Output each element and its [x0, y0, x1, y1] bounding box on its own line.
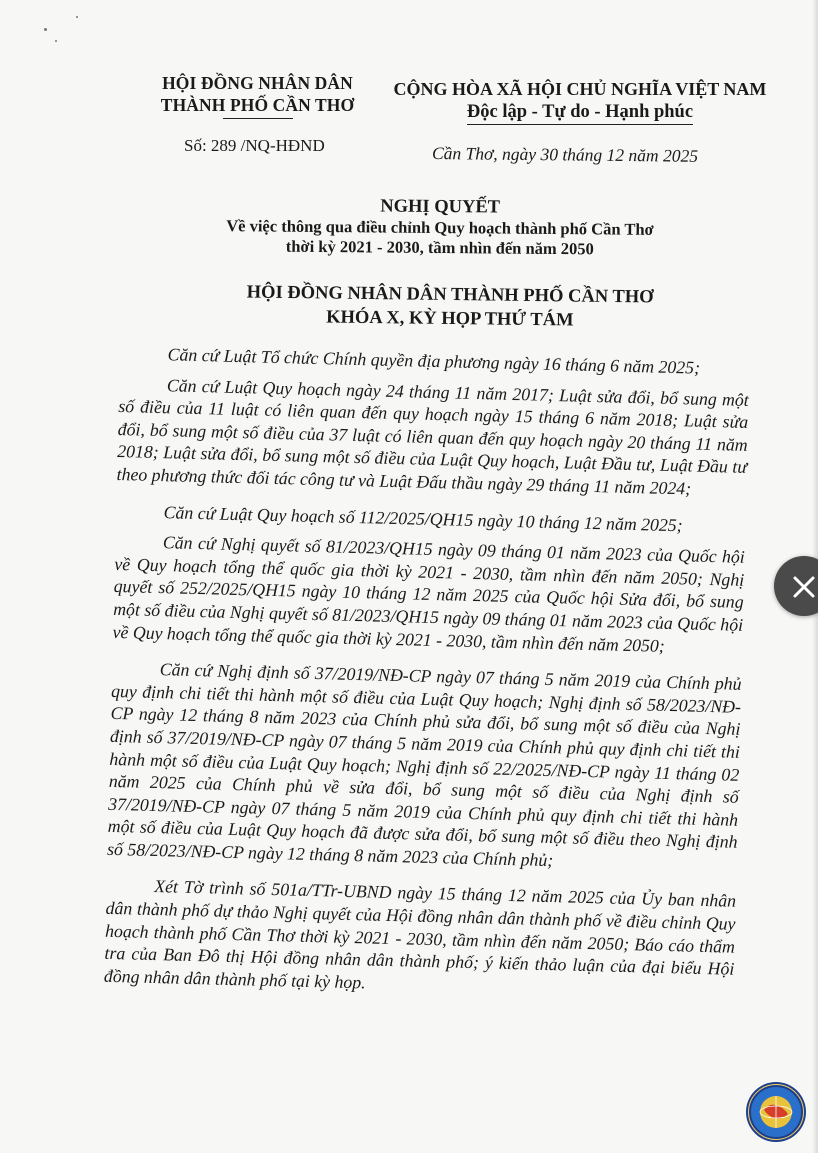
legal-basis-paragraph: Căn cứ Luật Quy hoạch ngày 24 tháng 11 năm 2017; Luật sửa đổi, bổ sung một số điều của 11 luật có liên quan đến quy hoạch ngày 15 tháng 6 năm 2018; Luật sửa đổi, bổ sung một số điều của 37 luật có liên quan đến quy hoạch ngày 20 tháng 11 năm 2018; Luật sửa đổi, bổ sung một số điều của Luật Quy hoạch, Luật Đầu tư, Luật Đầu tư theo phương thức đối tác công tư và Luật Đấu thầu ngày 29 tháng 11 năm 2024;	[116, 374, 749, 499]
place-and-date: Cần Thơ, ngày 30 tháng 12 năm 2025	[431, 143, 699, 166]
issuing-authority	[150, 72, 365, 119]
legal-basis-paragraph: Xét Tờ trình số 501a/TTr-UBND ngày 15 tháng 12 năm 2025 của Ủy ban nhân dân thành phố dự thảo Nghị quyết của Hội đồng nhân dân thành phố về điều chỉnh Quy hoạch thành phố Cần Thơ thời kỳ 2021 - 2030, tầm nhìn đến năm 2050; Báo cáo thẩm tra của Ban Đô thị Hội đồng nhân dân thành phố; ý kiến thảo luận của đại biểu Hội đồng nhân dân thành phố tại kỳ họp.	[103, 876, 737, 993]
title-subject-line1: Về việc thông qua điều chỉnh Quy hoạch thành phố Cần Thơ	[226, 216, 654, 239]
legal-basis	[103, 342, 749, 1011]
title-subject-line2: thời kỳ 2021 - 2030, tầm nhìn đến năm 2050	[285, 236, 594, 259]
national-motto: Độc lập - Tự do - Hạnh phúc	[467, 101, 693, 125]
authority-underline	[223, 118, 293, 119]
council-session-line2: KHÓA X, KỲ HỌP THỨ TÁM	[326, 307, 574, 331]
legal-basis-paragraph: Căn cứ Nghị định số 37/2019/NĐ-CP ngày 07 tháng 5 năm 2019 của Chính phủ quy định chi tiết thi hành một số điều của Luật Quy hoạch; Nghị định số 58/2023/NĐ-CP ngày 12 tháng 8 năm 2023 của Chính phủ sửa đổi, bổ sung một số điều của Nghị định số 37/2019/NĐ-CP ngày 07 tháng 5 năm 2019 của Chính phủ quy định chi tiết thi hành một số điều của Luật Quy hoạch; Nghị định số 22/2025/NĐ-CP ngày 11 tháng 02 năm 2025 của Chính phủ về sửa đổi, bổ sung một số điều của Nghị định số 37/2019/NĐ-CP ngày 07 tháng 5 năm 2019 của Chính phủ quy định chi tiết thi hành một số điều của Luật Quy hoạch đã được sửa đổi, bổ sung một số điều theo Nghị định số 58/2023/NĐ-CP ngày 12 tháng 8 năm 2023 của Chính phủ;	[106, 659, 742, 871]
legal-basis-paragraph: Căn cứ Nghị quyết số 81/2023/QH15 ngày 09 tháng 01 năm 2023 của Quốc hội về Quy hoạch tổng thể quốc gia thời kỳ 2021 - 2030, tầm nhìn đến năm 2050; Nghị quyết số 252/2025/QH15 ngày 10 tháng 12 năm 2025 của Quốc hội Sửa đổi, bổ sung một số điều của Nghị quyết số 81/2023/QH15 ngày 09 tháng 01 năm 2023 của Quốc hội về Quy hoạch tổng thể quốc gia thời kỳ 2021 - 2030, tầm nhìn đến năm 2050;	[112, 532, 746, 656]
close-icon	[792, 575, 816, 599]
national-header	[380, 78, 780, 125]
council-name-line1: HỘI ĐỒNG NHÂN DÂN	[162, 73, 353, 93]
resolution-title	[180, 194, 701, 261]
republic-name: CỘNG HÒA XÃ HỘI CHỦ NGHĨA VIỆT NAM	[393, 79, 767, 99]
council-session	[170, 280, 731, 335]
legal-basis-paragraph: Căn cứ Luật Tổ chức Chính quyền địa phương ngày 16 tháng 6 năm 2025;	[167, 344, 701, 378]
council-name-line2: THÀNH PHỐ CẦN THƠ	[160, 95, 355, 115]
globe-emblem-icon	[744, 1080, 808, 1144]
legal-basis-paragraph: Căn cứ Luật Quy hoạch số 112/2025/QH15 ngày 10 tháng 12 năm 2025;	[163, 501, 683, 535]
council-session-line1: HỘI ĐỒNG NHÂN DÂN THÀNH PHỐ CẦN THƠ	[246, 282, 654, 308]
document-number: Số: 289 /NQ-HĐND	[184, 136, 325, 155]
title-main: NGHỊ QUYẾT	[380, 196, 501, 218]
